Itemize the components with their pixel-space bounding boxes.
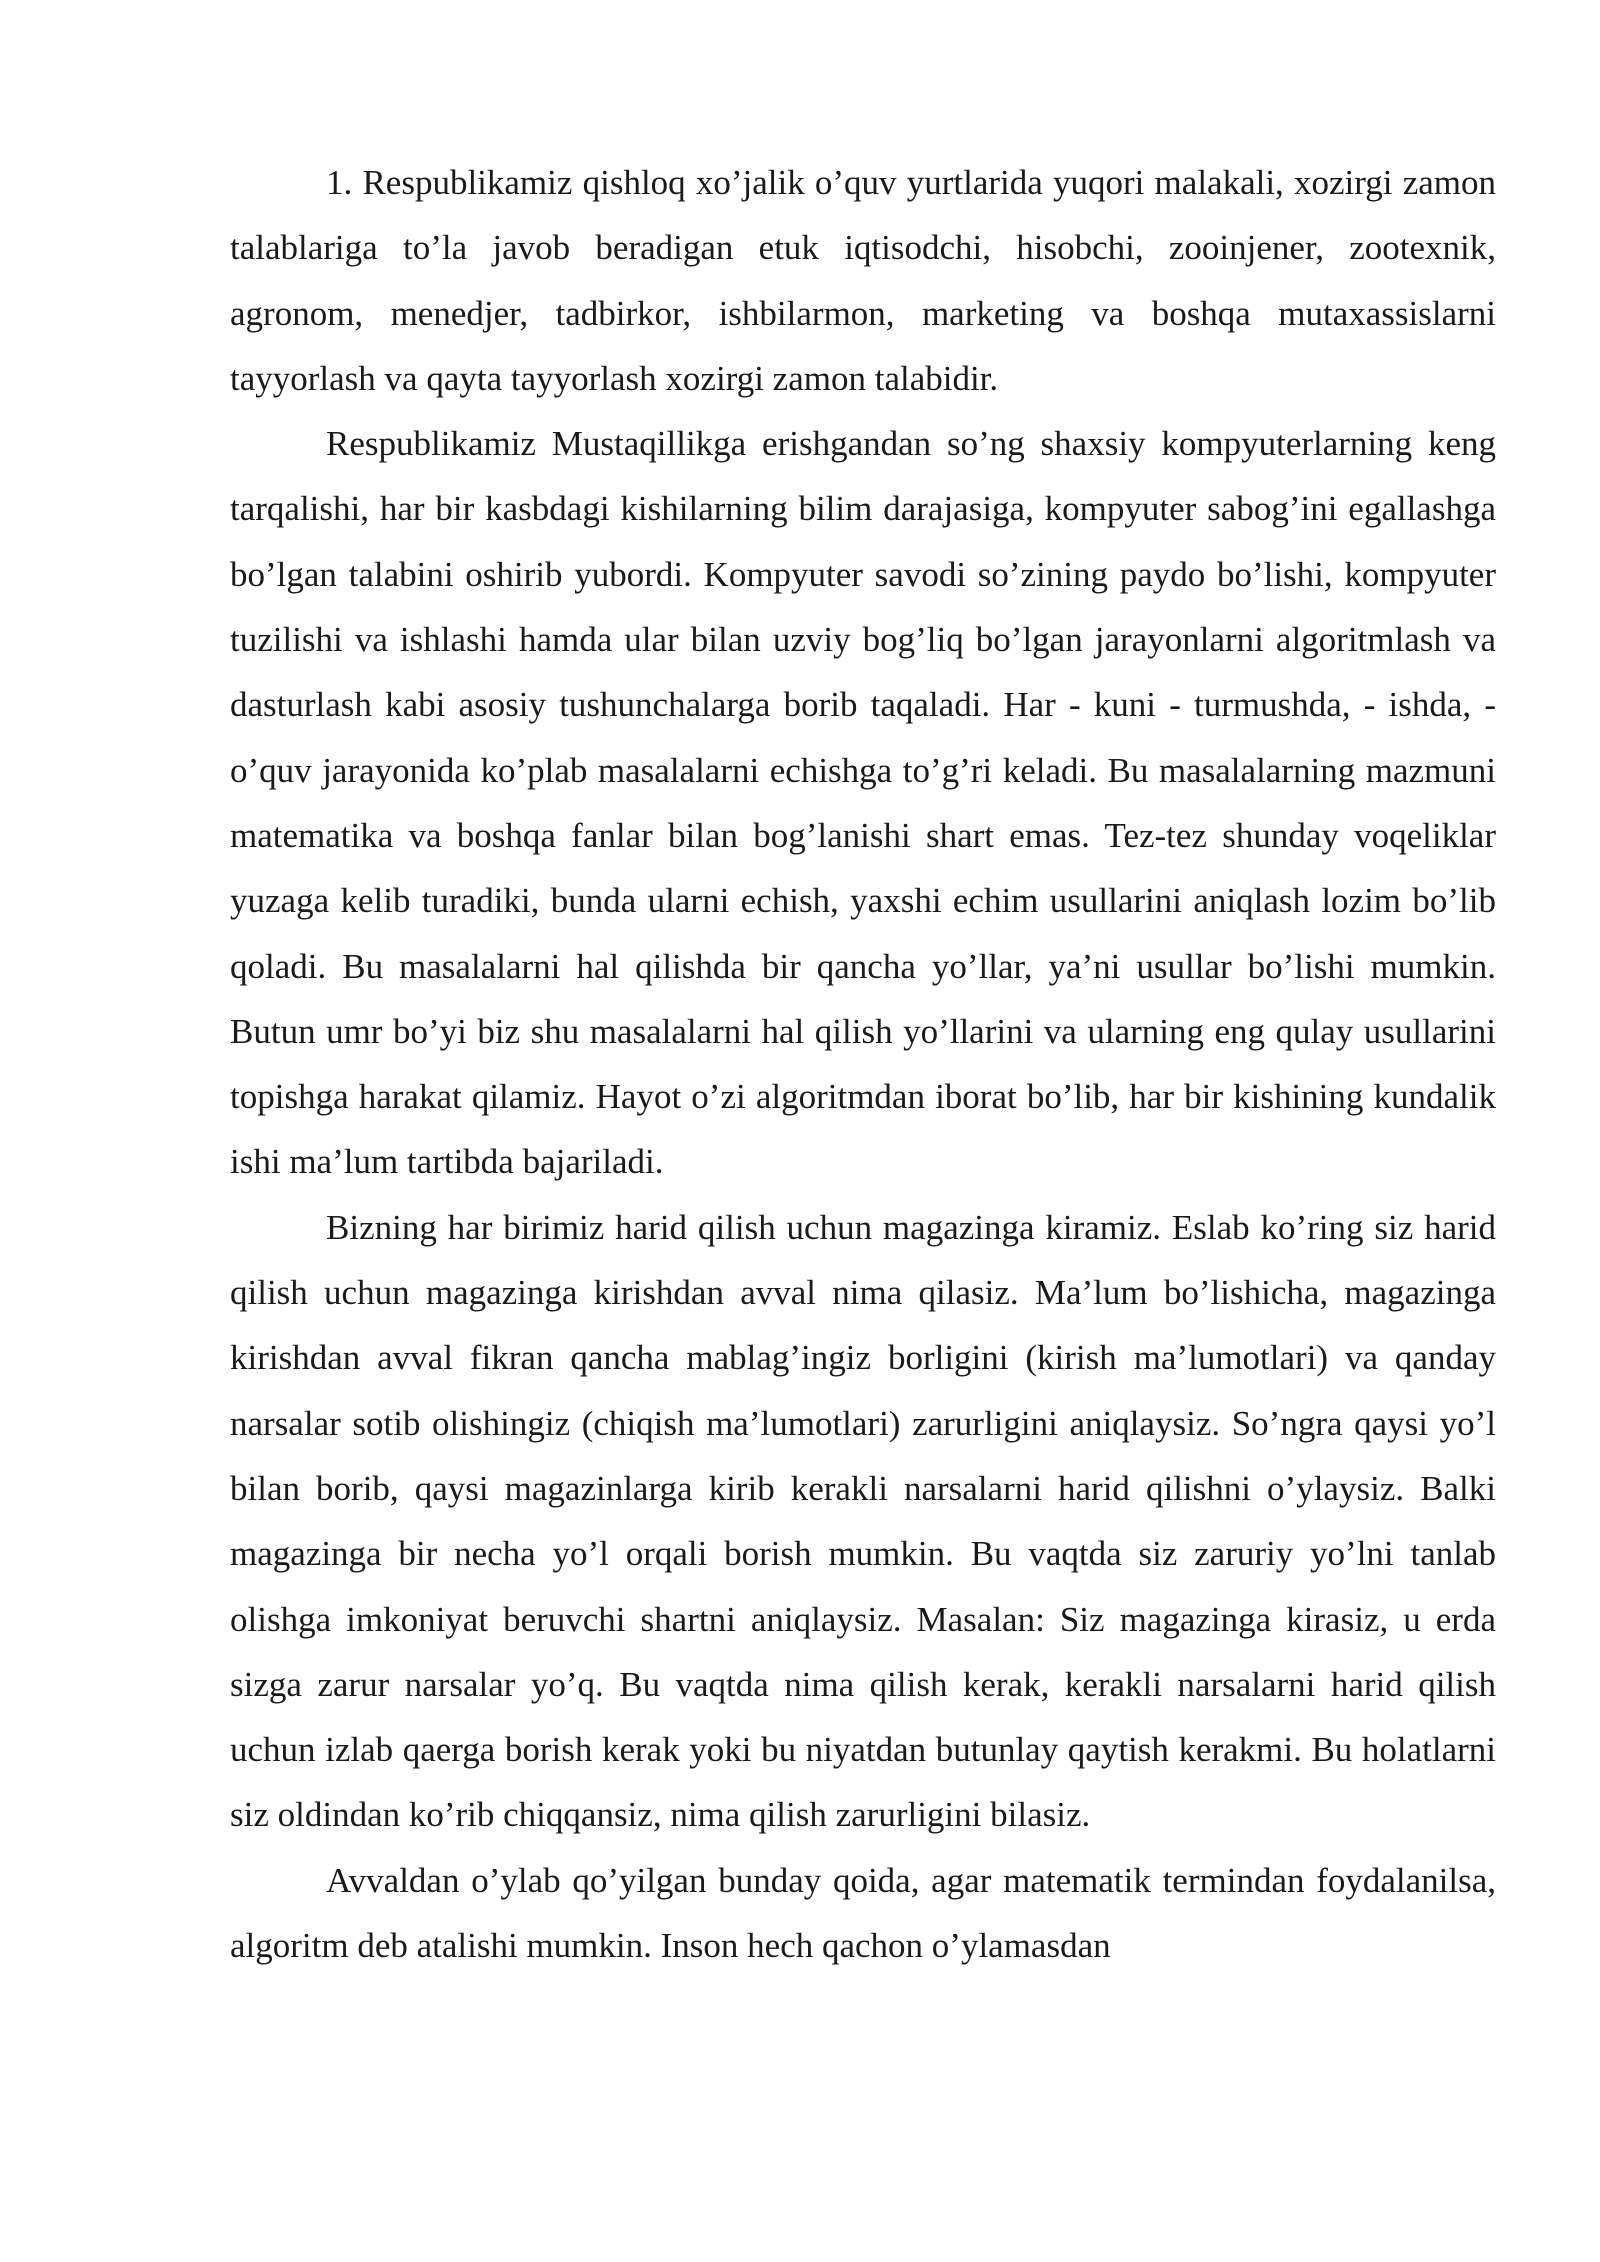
paragraph-3: Bizning har birimiz harid qilish uchun magazinga kiramiz. Eslab ko’ring siz harid qilish uchun magazinga kirishdan avval nima qilasiz. Ma’lum bo’lishicha, magazinga kirishdan avval fikran qancha mablag’ingiz borligini (kirish ma’lumotlari) va qanday narsalar sotib olishingiz (chiqish ma’lumotlari) zarurligini aniqlaysiz. So’ngra qaysi yo’l bilan borib, qaysi magazinlarga kirib kerakli narsalarni harid qilishni o’ylaysiz. Balki magazinga bir necha yo’l orqali borish mumkin. Bu vaqtda siz zaruriy yo’lni tanlab olishga imkoniyat beruvchi shartni aniqlaysiz. Masalan: Siz magazinga kirasiz, u erda sizga zarur narsalar yo’q. Bu vaqtda nima qilish kerak, kerakli narsalarni harid qilish uchun izlab qaerga borish kerak yoki bu niyatdan butunlay qaytish kerakmi. Bu holatlarni siz oldindan ko’rib chiqqansiz, nima qilish zarurligini bilasiz. <box>230 1207 1496 1835</box>
paragraph-4: Avvaldan o’ylab qo’yilgan bunday qoida, agar matematik termindan foydalanilsa, algoritm deb atalishi mumkin. Inson hech qachon o’ylamasdan <box>230 1860 1496 1966</box>
paragraph-1: 1. Respublikamiz qishloq xo’jalik o’quv yurtlarida yuqori malakali, xozirgi zamon talablariga to’la javob beradigan etuk iqtisodchi, hisobchi, zooinjener, zootexnik, agronom, menedjer, tadbirkor, ishbilarmon, marketing va boshqa mutaxassislarni tayyorlash va qayta tayyorlash xozirgi zamon talabidir. <box>230 163 1496 398</box>
document-body <box>230 150 1496 1978</box>
paragraph-2: Respublikamiz Mustaqillikga erishgandan so’ng shaxsiy kompyuterlarning keng tarqalishi, har bir kasbdagi kishilarning bilim darajasiga, kompyuter sabog’ini egallashga bo’lgan talabini oshirib yubordi. Kompyuter savodi so’zining paydo bo’lishi, kompyuter tuzilishi va ishlashi hamda ular bilan uzviy bog’liq bo’lgan jarayonlarni algoritmlash va dasturlash kabi asosiy tushunchalarga borib taqaladi. Har - kuni - turmushda, - ishda, - o’quv jarayonida ko’plab masalalarni echishga to’g’ri keladi. Bu masalalarning mazmuni matematika va boshqa fanlar bilan bog’lanishi shart emas. Tez-tez shunday voqeliklar yuzaga kelib turadiki, bunda ularni echish, yaxshi echim usullarini aniqlash lozim bo’lib qoladi. Bu masalalarni hal qilishda bir qancha yo’llar, ya’ni usullar bo’lishi mumkin. Butun umr bo’yi biz shu masalalarni hal qilish yo’llarini va ularning eng qulay usullarini topishga harakat qilamiz. Hayot o’zi algoritmdan iborat bo’lib, har bir kishining kundalik ishi ma’lum tartibda bajariladi. <box>230 424 1496 1182</box>
